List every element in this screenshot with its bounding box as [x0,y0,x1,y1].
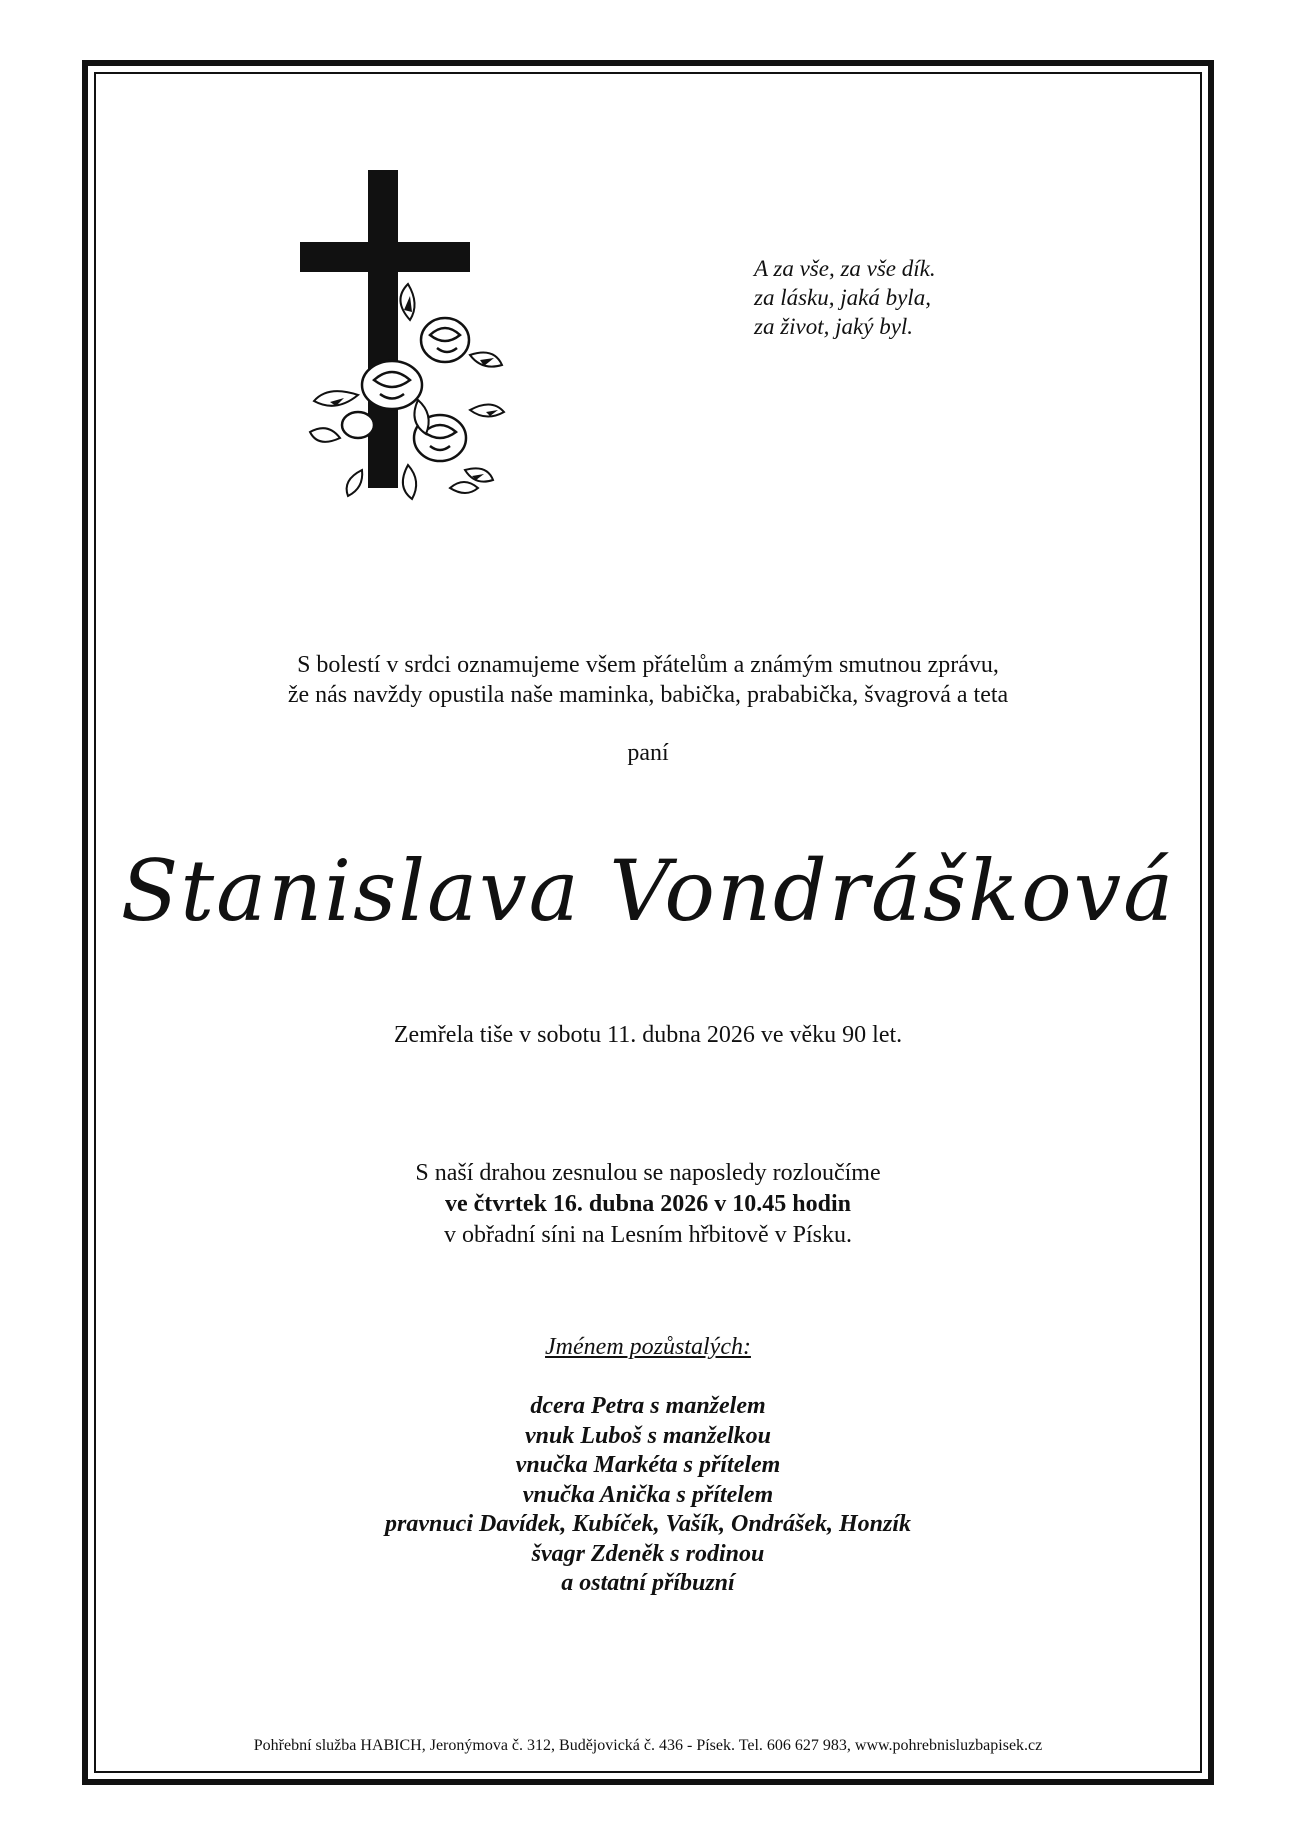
deceased-name: Stanislava Vondrášková [120,842,1176,940]
poem-line: za lásku, jaká byla, [754,285,931,310]
mourners-list [96,1392,1200,1599]
memorial-poem [754,254,1054,341]
mourner-item: vnučka Markéta s přítelem [515,1452,781,1478]
mourner-item: dcera Petra s manželem [530,1393,766,1419]
salutation: paní [627,740,669,766]
farewell-intro: S naší drahou zesnulou se naposledy rozloučíme [415,1160,881,1186]
mourner-item: vnuk Luboš s manželkou [524,1422,772,1449]
poem-line: za život, jaký byl. [754,314,914,339]
announcement-line: S bolestí v srdci oznamujeme všem přátelům a známým smutnou zprávu, [297,652,999,678]
poem-line: A za vše, za vše dík. [754,256,936,281]
announcement-line: že nás navždy opustila naše maminka, babička, prababička, švagrová a teta [287,682,1009,708]
mourner-item: vnučka Anička s přítelem [522,1481,774,1508]
mourner-item: pravnuci Davídek, Kubíček, Vašík, Ondrášek, Honzík [384,1511,912,1537]
farewell-place: v obřadní síni na Lesním hřbitově v Písku. [444,1222,852,1248]
farewell-details [96,1158,1200,1251]
farewell-datetime: ve čtvrtek 16. dubna 2026 v 10.45 hodin [444,1191,852,1217]
death-note: Zemřela tiše v sobotu 11. dubna 2026 ve věku 90 let. [393,1022,903,1048]
mourner-item: švagr Zdeněk s rodinou [531,1540,765,1567]
mourners-heading: Jménem pozůstalých: [545,1334,751,1360]
funeral-service-footer: Pohřební služba HABICH, Jeronýmova č. 312, Budějovická č. 436 - Písek. Tel. 606 627 983, www.pohrebnisluzbapisek.cz [253,1737,1043,1754]
announcement-text [96,650,1200,710]
mourner-item: a ostatní příbuzní [561,1570,735,1596]
cross-with-roses-icon [300,170,510,510]
